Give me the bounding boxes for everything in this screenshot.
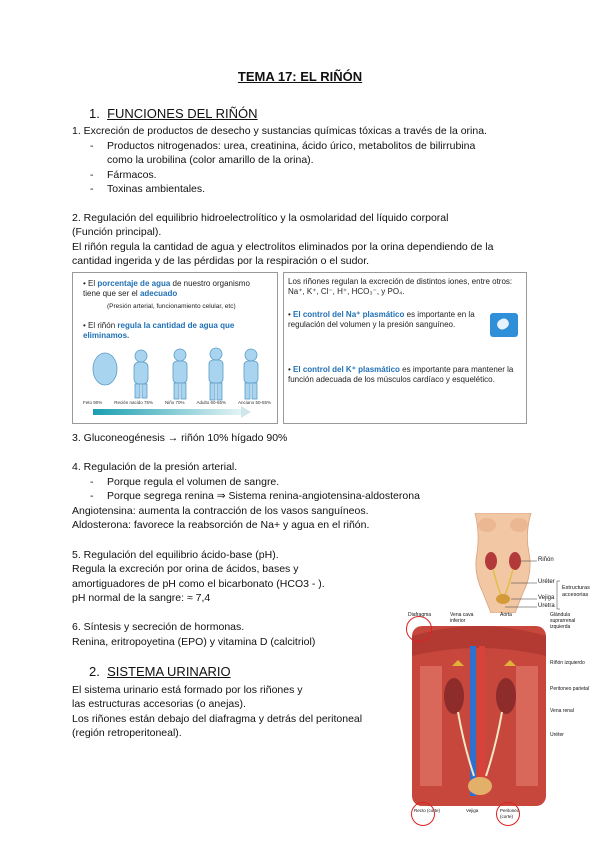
label-ureter: Uréter — [538, 579, 555, 585]
section-number: 2. — [89, 664, 100, 679]
salt-icon — [490, 313, 518, 337]
system-line: El sistema urinario está formado por los riñones y — [72, 684, 303, 696]
bullet: - Porque regula el volumen de sangre. — [90, 476, 280, 488]
item-4-heading: 4. Regulación de la presión arterial. — [72, 461, 238, 473]
bullet: - Productos nitrogenados: urea, creatinina, ácido úrico, metabolitos de bilirrubina — [90, 140, 476, 152]
gradient-arrow-icon — [241, 406, 251, 418]
system-line: las estructuras accesorias (o anejas). — [72, 698, 246, 710]
label-rinon-izq: Riñón izquierdo — [550, 660, 585, 666]
item-4-line: Aldosterona: favorece la reabsorción de Na+ y agua en el riñón. — [72, 519, 370, 531]
bullet: - Fármacos. — [90, 169, 157, 181]
anatomy-figure — [400, 612, 595, 824]
child-figure — [173, 349, 187, 399]
label-glandula: Glándula suprarrenal izquierda — [550, 612, 576, 630]
item-6-line: Renina, eritropoyetina (EPO) y vitamina D (calcitriol) — [72, 636, 316, 648]
item-1: 1. Excreción de productos de desecho y sustancias químicas tóxicas a través de la orina. — [72, 125, 487, 137]
bullet: - Porque segrega renina ⇒ Sistema renina-angiotensina-aldosterona — [90, 490, 420, 502]
label-rinon: Riñón — [538, 557, 554, 563]
water-bullet-2: • El riñón regula la cantidad de agua que eliminamos. — [83, 321, 235, 340]
item-4-line: Angiotensina: aumenta la contracción de los vasos sanguíneos. — [72, 505, 369, 517]
elderly-figure — [244, 349, 258, 399]
highlight-circle — [411, 802, 435, 826]
section-title: FUNCIONES DEL RIÑÓN — [107, 106, 258, 121]
label-vena-cava: Vena cava inferior — [450, 612, 474, 624]
item-2-line: 2. Regulación del equilibrio hidroelectrolítico y la osmolaridad del líquido corporal — [72, 212, 449, 224]
kidney-right — [444, 678, 464, 714]
label-vena-renal: Vena renal — [550, 708, 574, 714]
section-heading-2 — [89, 665, 231, 679]
item-2-line: (Función principal). — [72, 226, 162, 238]
ions-panel — [283, 272, 527, 424]
potassium-bullet: • El control del K⁺ plasmático es importante para mantener la función adecuada de los músculos cardíaco y esquelético. — [288, 365, 514, 384]
label-peritoneo-corte: Peritoneo (corte) — [500, 808, 520, 819]
system-line: Los riñones están debajo del diafragma y detrás del peritoneal — [72, 713, 363, 725]
water-bullet-1: • El porcentaje de agua de nuestro organismo tiene que ser el adecuado — [83, 279, 250, 298]
item-5-line: Regula la excreción por orina de ácidos, bases y — [72, 563, 299, 575]
label-diafragma: Diafragma — [408, 612, 432, 618]
item-3: 3. Gluconeogénesis → riñón 10% hígado 90% — [72, 432, 288, 444]
item-2-line: cantidad ingerida y de las pérdidas por la respiración o el sudor. — [72, 255, 370, 267]
baby-figure — [134, 350, 148, 398]
highlight-circle — [406, 616, 432, 642]
label-uretra: Uretra — [538, 603, 555, 609]
bullet-continuation: como la urobilina (color amarillo de la orina). — [107, 154, 314, 166]
bullet: - Toxinas ambientales. — [90, 183, 206, 195]
item-5-line: amortiguadores de pH como el bicarbonato (HCO3 - ). — [72, 578, 325, 590]
item-5-line: 5. Regulación del equilibrio ácido-base (pH). — [72, 549, 279, 561]
label-vejiga2: Vejiga — [466, 808, 479, 813]
anatomy-illustration — [412, 626, 546, 806]
adult-figure — [209, 348, 223, 400]
torso-figure — [455, 513, 590, 613]
item-2-line: El riñón regula la cantidad de agua y electrolitos eliminados por la orina dependiendo de la — [72, 241, 494, 253]
section-title: SISTEMA URINARIO — [107, 664, 231, 679]
water-body-figures — [85, 347, 267, 405]
aorta — [479, 646, 485, 796]
label-peritoneo: Peritoneo parietal — [550, 686, 590, 692]
kidney-left — [496, 678, 516, 714]
page-title: TEMA 17: EL RIÑÓN — [237, 69, 363, 84]
gradient-bar — [93, 409, 243, 415]
label-recto: Recto (corte) — [414, 808, 441, 813]
label-ureter2: Uréter — [550, 732, 564, 738]
water-note: (Presión arterial, funcionamiento celular, etc) — [107, 303, 236, 310]
system-line: (región retroperitoneal). — [72, 727, 182, 739]
water-panel — [72, 272, 278, 424]
label-aorta: Aorta — [500, 612, 512, 618]
figure-captions: Feto 90% Recién nacido 75% Niño 70% Adulto 60-65% Anciano 50-55% — [83, 400, 271, 405]
fetus-figure — [93, 353, 117, 385]
item-6-line: 6. Síntesis y secreción de hormonas. — [72, 621, 245, 633]
sodium-bullet: • El control del Na⁺ plasmático es importante en la regulación del volumen y la presión sanguíneo. — [288, 310, 475, 329]
item-5-line: pH normal de la sangre: ≈ 7,4 — [72, 592, 211, 604]
label-vejiga: Vejiga — [538, 595, 555, 601]
section-number: 1. — [89, 106, 100, 121]
ions-intro: Los riñones regulan la excreción de distintos iones, entre otros: Na⁺, K⁺, Cl⁻, H⁺, HCO₃⁻, y PO₄. — [288, 277, 513, 296]
section-heading-1 — [89, 107, 258, 121]
label-accesorias: Estructuras accesorias — [562, 585, 590, 598]
